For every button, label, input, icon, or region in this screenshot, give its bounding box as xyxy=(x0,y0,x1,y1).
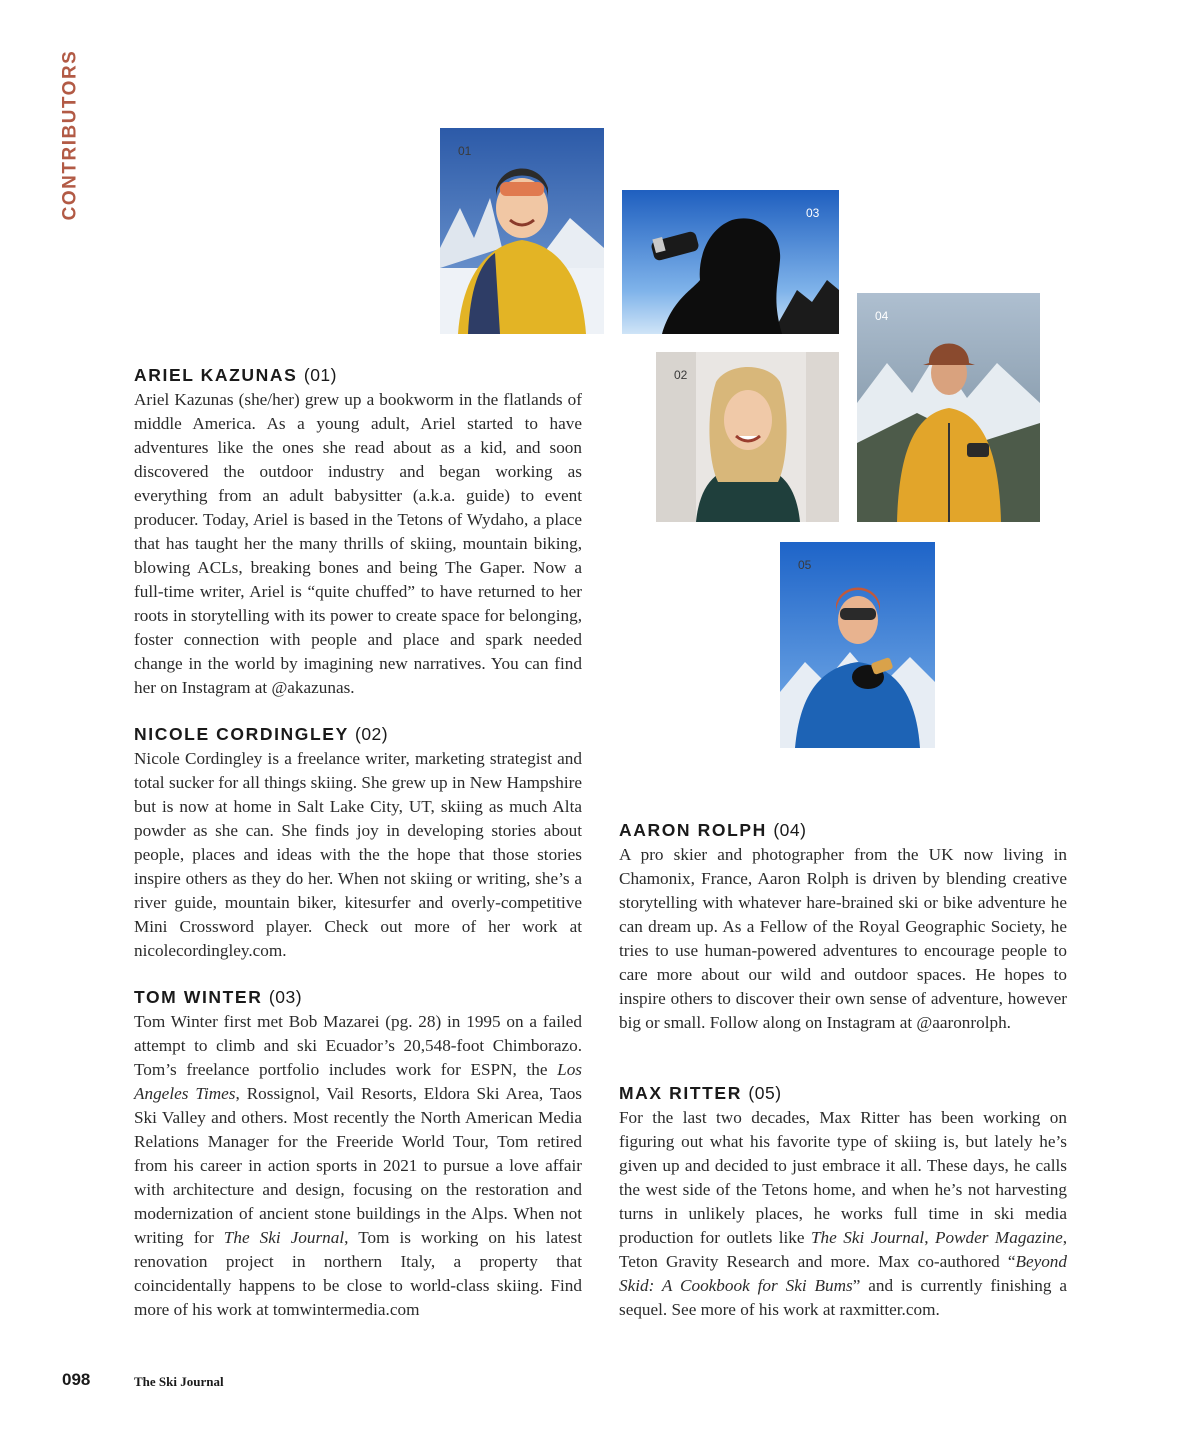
bio-ariel-kazunas xyxy=(134,364,582,700)
bio-text: For the last two decades, Max Ritter has been working on figuring out what his favorite type of skiing is, but lately he’s given up and decided to just embrace it all. These days, he calls the west side of the Tetons home, and when he’s not harvesting turns in unlikely places, he works full time in ski media production for outlets like The Ski Journal, Powder Magazine, Teton Gravity Research and more. Max co-authored “Beyond Skid: A Cookbook for Ski Bums” and is currently finishing a sequel. See more of his work at raxmitter.com. xyxy=(619,1108,1068,1319)
bio-nicole-cordingley xyxy=(134,723,582,963)
photo-01 xyxy=(440,128,604,334)
bio-max-ritter xyxy=(619,1082,1067,1322)
photo-05 xyxy=(780,542,935,748)
section-label xyxy=(52,49,88,221)
photo-reference: (02) xyxy=(355,724,389,744)
bio-text: Tom Winter first met Bob Mazarei (pg. 28) in 1995 on a failed attempt to climb and ski Ecuador’s 20,548-foot Chimborazo. Tom’s freelance portfolio includes work for ESPN, the Los Angeles Times, Rossignol, Vail Resorts, Eldora Ski Area, Taos Ski Valley and others. Most recently the North American Media Relations Manager for the Freeride World Tour, Tom retired from his career in action sports in 2021 to pursue a love affair with architecture and design, focusing on the restoration and modernization of ancient stone buildings in the Alps. When not writing for The Ski Journal, Tom is working on his latest renovation project in northern Italy, a property that coincidentally happens to be close to world-class skiing. Find more of his work at tomwintermedia.com xyxy=(134,1012,582,1319)
bio-tom-winter xyxy=(134,986,582,1322)
photo-reference: (05) xyxy=(748,1083,782,1103)
photo-02 xyxy=(656,352,839,522)
contributor-name: ARIEL KAZUNAS (01) xyxy=(134,365,337,385)
contributor-name: AARON ROLPH (04) xyxy=(619,820,807,840)
photo-number: 04 xyxy=(875,309,889,323)
photo-reference: (01) xyxy=(303,365,337,385)
bio-text: Nicole Cordingley is a freelance writer, marketing strategist and total sucker for all things skiing. She grew up in New Hampshire but is now at home in Salt Lake City, UT, skiing as much Alta powder as she can. She finds joy in developing stories about people, places and ideas with the the hope that those stories inspire others as they do her. When not skiing or writing, she’s a river guide, mountain biker, kitesurfer and overly-competitive Mini Crossword player. Check out more of her work at nicolecordingley.com. xyxy=(134,749,582,960)
photo-number: 02 xyxy=(674,368,688,382)
section-label-text: CONTRIBUTORS xyxy=(59,49,80,221)
magazine-name: The Ski Journal xyxy=(134,1374,224,1389)
bio-aaron-rolph xyxy=(619,819,1067,1035)
contributor-name: NICOLE CORDINGLEY (02) xyxy=(134,724,389,744)
photo-number: 03 xyxy=(806,206,820,220)
photo-reference: (03) xyxy=(268,987,303,1007)
contributor-name: TOM WINTER (03) xyxy=(134,987,303,1007)
photo-number: 05 xyxy=(798,558,812,572)
page-number: 098 xyxy=(62,1370,91,1389)
bio-text: A pro skier and photographer from the UK now living in Chamonix, France, Aaron Rolph is driven by blending creative storytelling with whatever hare-brained ski or bike adventure he can dream up. As a Fellow of the Royal Geographic Society, he tries to use human-powered adventures to encourage people to care more about our wild and outdoor spaces. He hopes to inspire others to discover their own sense of adventure, however big or small. Follow along on Instagram at @aaronrolph. xyxy=(619,845,1067,1032)
photo-04 xyxy=(857,293,1040,522)
photo-number: 01 xyxy=(458,144,472,158)
bio-text: Ariel Kazunas (she/her) grew up a bookworm in the flatlands of middle America. As a young adult, Ariel started to have adventures like the ones she read about as a kid, and soon discovered the outdoor industry and began working as everything from an adult babysitter (a.k.a. guide) to event producer. Today, Ariel is based in the Tetons of Wydaho, a place that has taught her the many thrills of skiing, mountain biking, blowing ACLs, breaking bones and being The Gaper. Now a full-time writer, Ariel is “quite chuffed” to have returned to her roots in storytelling with its power to create space for belonging, foster connection with people and place and spark needed change in the world by imagining new narratives. You can find her on Instagram at @akazunas. xyxy=(134,390,582,697)
photo-reference: (04) xyxy=(773,820,807,840)
contributor-name: MAX RITTER (05) xyxy=(619,1083,782,1103)
photo-03 xyxy=(622,190,839,334)
